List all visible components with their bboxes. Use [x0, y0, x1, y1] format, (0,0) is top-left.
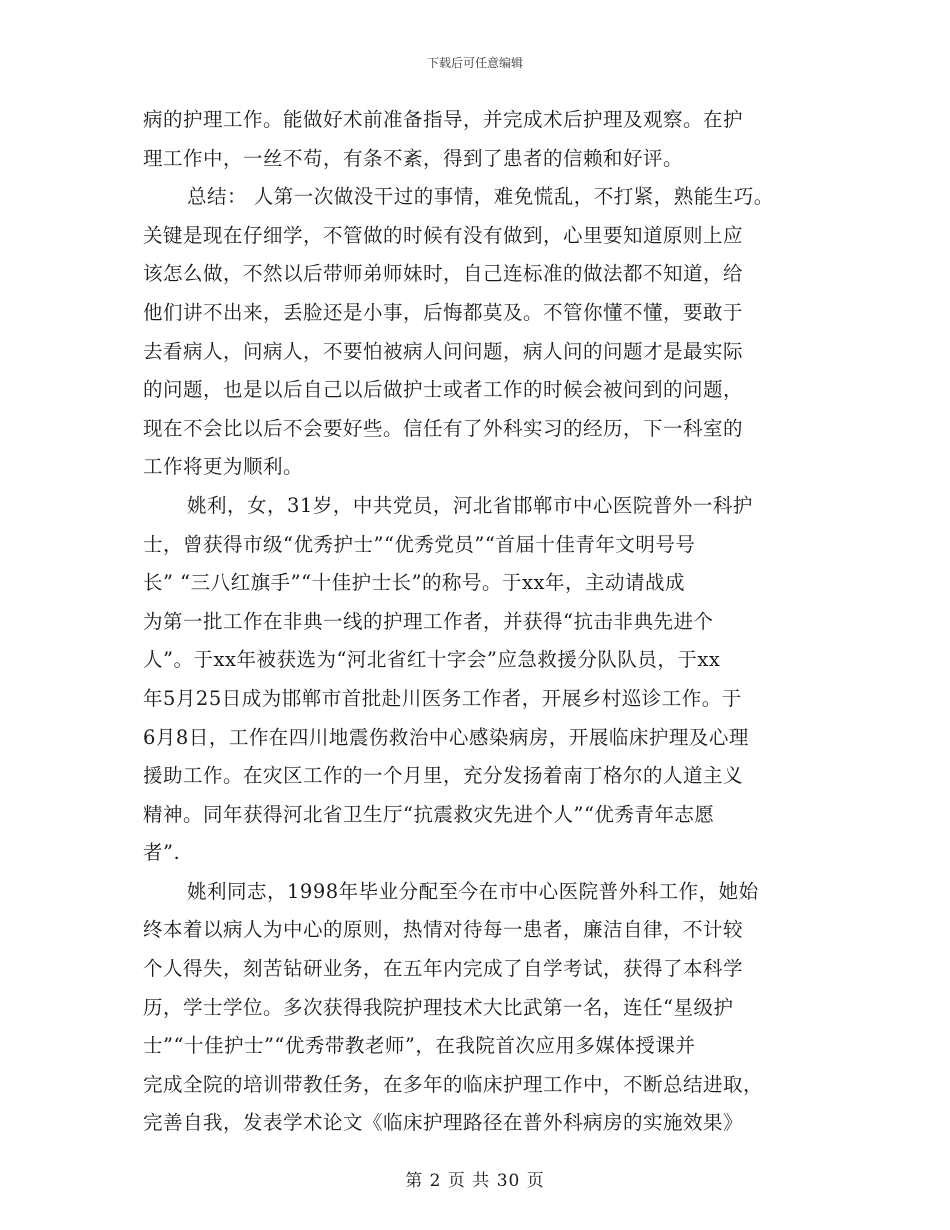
text-line: 病的护理工作。能做好术前准备指导，并完成术后护理及观察。在护	[143, 108, 744, 131]
text-line: 他们讲不出来，丢脸还是小事，后悔都莫及。不管你懂不懂，要敢于	[143, 300, 744, 324]
document-body	[143, 101, 823, 1143]
text-line: 姚利同志，1998年毕业分配至今在市中心医院普外科工作，她始	[187, 879, 759, 903]
text-line: 总结： 人第一次做没干过的事情，难免慌乱，不打紧，熟能生巧。	[187, 185, 774, 209]
text-line: 终本着以病人为中心的原则，热情对待每一患者，廉洁自律，不计较	[143, 918, 744, 942]
text-line: 该怎么做，不然以后带师弟师妹时，自己连标准的做法都不知道，给	[143, 262, 744, 286]
text-line: 长” “三八红旗手”“十佳护士长”的称号。于xx年，主动请战成	[143, 571, 686, 595]
text-line: 为第一批工作在非典一线的护理工作者，并获得“抗击非典先进个	[143, 609, 714, 633]
text-line: 人”。于xx年被获选为“河北省红十字会”应急救援分队队员，于xx	[143, 648, 721, 672]
text-line: 现在不会比以后不会要好些。信任有了外科实习的经历，下一科室的	[143, 416, 744, 440]
text-line: 6月8日，工作在四川地震伤救治中心感染病房，开展临床护理及心理	[143, 725, 749, 749]
text-line: 工作将更为顺利。	[143, 455, 304, 479]
page-header: 下载后可任意编辑	[426, 56, 523, 70]
text-line: 士”“十佳护士”“优秀带教老师”，在我院首次应用多媒体授课并	[143, 1034, 696, 1058]
text-line: 关键是现在仔细学，不管做的时候有没有做到，心里要知道原则上应	[143, 223, 744, 247]
page-number-footer: 第 2 页 共 30 页	[405, 1171, 545, 1191]
text-line: 理工作中，一丝不苟，有条不紊，得到了患者的信赖和好评。	[143, 146, 684, 170]
text-line: 年5月25日成为邯郸市首批赴川医务工作者，开展乡村巡诊工作。于	[143, 686, 742, 710]
text-line: 士，曾获得市级“优秀护士”“优秀党员”“首届十佳青年文明号号	[143, 532, 696, 556]
text-line: 援助工作。在灾区工作的一个月里，充分发扬着南丁格尔的人道主义	[143, 764, 744, 788]
text-line: 完善自我，发表学术论文《临床护理路径在普外科病房的实施效果》	[143, 1111, 744, 1135]
text-line: 的问题，也是以后自己以后做护士或者工作的时候会被问到的问题，	[143, 378, 744, 402]
text-line: 个人得失，刻苦钻研业务，在五年内完成了自学考试，获得了本科学	[143, 957, 744, 981]
text-line: 完成全院的培训带教任务，在多年的临床护理工作中，不断总结进取，	[143, 1072, 764, 1096]
text-line: 精神。同年获得河北省卫生厅“抗震救灾先进个人”“优秀青年志愿	[143, 802, 715, 826]
text-line: 历，学士学位。多次获得我院护理技术大比武第一名，连任“星级护	[143, 995, 734, 1019]
text-line: 去看病人，问病人，不要怕被病人问问题，病人问的问题才是最实际	[143, 339, 744, 363]
text-line: 姚利，女，31岁，中共党员，河北省邯郸市中心医院普外一科护	[187, 493, 753, 517]
text-line: 者”.	[143, 841, 181, 865]
